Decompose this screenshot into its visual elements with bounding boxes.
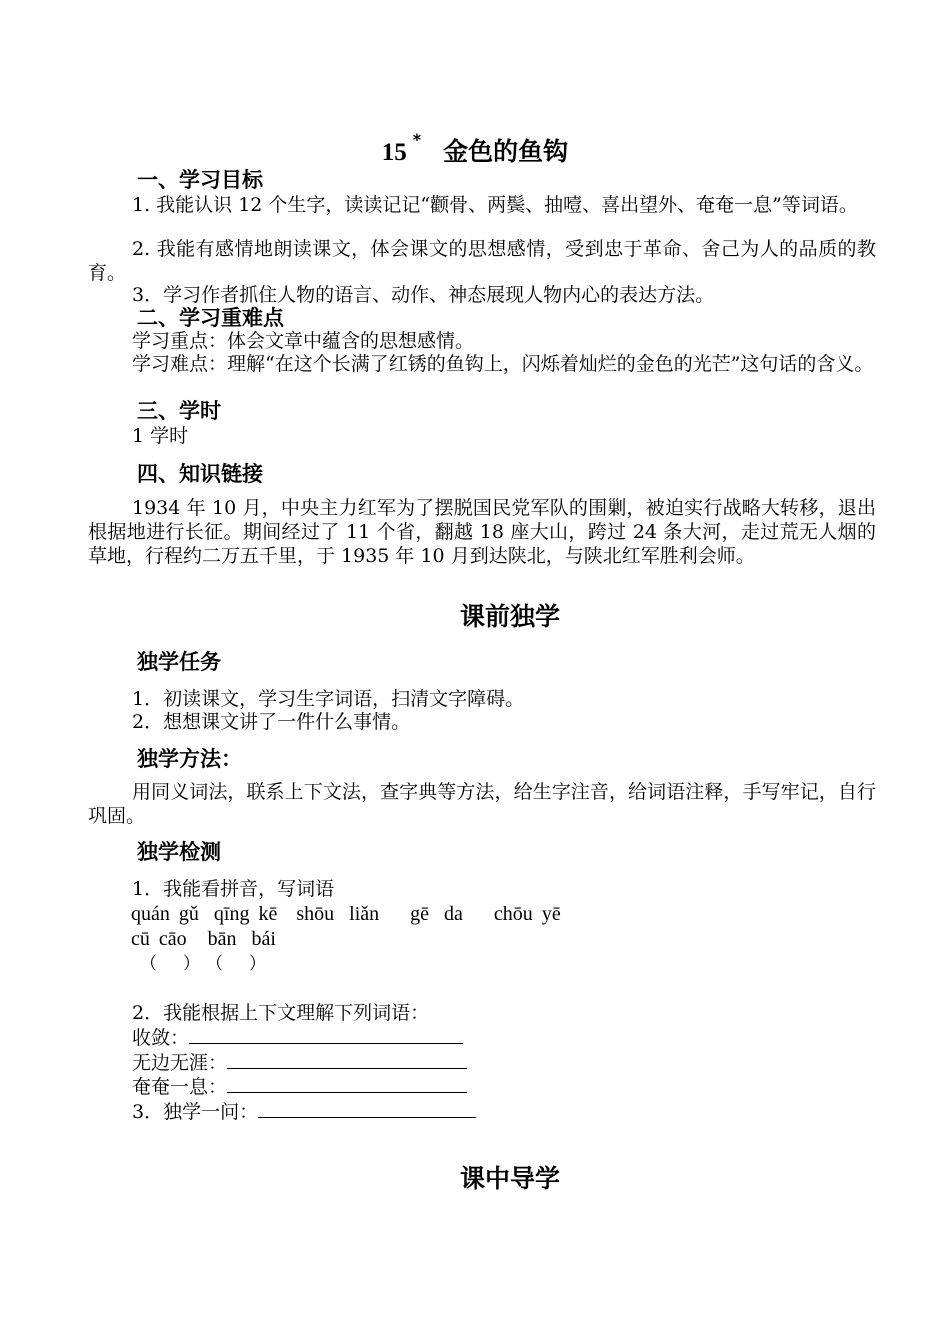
word-row-2 — [132, 1050, 467, 1075]
pinyin: shōu — [296, 903, 335, 925]
pinyin: liǎn — [349, 903, 380, 925]
lesson-number: 15 — [381, 139, 407, 166]
answer-blank[interactable] — [227, 1074, 467, 1093]
answer-brackets — [140, 952, 266, 976]
bracket-open: （ — [140, 954, 157, 974]
goal-item-3: 3．学习作者抓住人物的语言、动作、神态展现人物内心的表达方法。 — [132, 284, 715, 306]
test-question-3 — [132, 1099, 476, 1124]
method-heading: 独学方法： — [137, 747, 242, 771]
pinyin: quán — [131, 903, 170, 925]
word-label: 收敛： — [132, 1027, 190, 1049]
pinyin: kē — [258, 903, 278, 925]
lesson-title: 金色的鱼钩 — [443, 137, 569, 166]
answer-blank[interactable] — [189, 1025, 463, 1044]
bracket-close: ） — [249, 954, 266, 974]
word-row-3 — [132, 1074, 467, 1099]
pinyin: gǔ — [178, 903, 199, 925]
pinyin: qīng — [213, 903, 250, 925]
section-heading-keypoints: 二、学习重难点 — [137, 306, 284, 330]
pinyin: cū — [131, 928, 150, 950]
pinyin-row-2 — [131, 927, 276, 951]
answer-blank[interactable] — [258, 1099, 476, 1118]
knowledge-text: 1934 年 10 月，中央主力红军为了摆脱国民党军队的围剿，被迫实行战略大转移，退出根据地进行长征。期间经过了 11 个省，翻越 18 座大山，跨过 24 条大河，走过荒无人烟的草地，行程约二万五千里，于 1935 年 10 月到达陕北，与陕北红军胜利会师。 — [88, 497, 876, 567]
section-heading-knowledge: 四、知识链接 — [137, 462, 263, 486]
pinyin: gē — [410, 903, 430, 925]
goal-item-1: 1. 我能认识 12 个生字，读读记记“颧骨、两鬓、抽噎、喜出望外、奄奄一息”等词语。 — [132, 194, 858, 216]
page-title — [0, 129, 950, 168]
task-item-1: 1．初读课文，学习生字词语，扫清文字障碍。 — [132, 688, 525, 710]
word-label: 奄奄一息： — [132, 1076, 228, 1098]
word-row-1 — [132, 1025, 463, 1050]
task-item-2: 2．想想课文讲了一件什么事情。 — [132, 711, 411, 733]
method-text: 用同义词法，联系上下文法，查字典等方法，给生字注音，给词语注释，手写牢记，自行巩固。 — [88, 781, 876, 827]
pre-study-heading: 课前独学 — [459, 602, 560, 631]
bracket-close: ） — [183, 954, 200, 974]
task-heading: 独学任务 — [137, 650, 221, 674]
section-heading-hours: 三、学时 — [137, 399, 221, 423]
answer-blank[interactable] — [227, 1050, 467, 1069]
pinyin: cāo — [158, 928, 187, 950]
test-heading: 独学检测 — [137, 840, 221, 864]
test-question-2: 2．我能根据上下文理解下列词语： — [132, 1002, 430, 1024]
section-heading-goals: 一、学习目标 — [137, 168, 263, 192]
bracket-open: （ — [206, 954, 223, 974]
hours-value: 1 学时 — [132, 425, 189, 447]
key-point: 学习重点：体会文章中蕴含的思想感情。 — [132, 330, 475, 352]
pinyin: yē — [541, 903, 561, 925]
pinyin: bái — [251, 928, 276, 950]
question-label: 3．独学一问： — [132, 1101, 259, 1123]
lesson-star: * — [412, 129, 422, 149]
word-label: 无边无涯： — [132, 1052, 228, 1074]
test-question-1: 1．我能看拼音，写词语 — [132, 878, 335, 900]
pinyin: bān — [207, 928, 237, 950]
pinyin: da — [444, 903, 463, 925]
in-class-heading: 课中导学 — [459, 1164, 560, 1193]
pinyin: chōu — [493, 903, 533, 925]
pinyin-row-1 — [131, 902, 561, 926]
difficult-point: 学习难点：理解“在这个长满了红锈的鱼钩上，闪烁着灿烂的金色的光芒”这句话的含义。 — [132, 353, 874, 375]
goal-item-2: 2. 我能有感情地朗读课文，体会课文的思想感情，受到忠于革命、舍己为人的品质的教育。 — [88, 238, 876, 284]
